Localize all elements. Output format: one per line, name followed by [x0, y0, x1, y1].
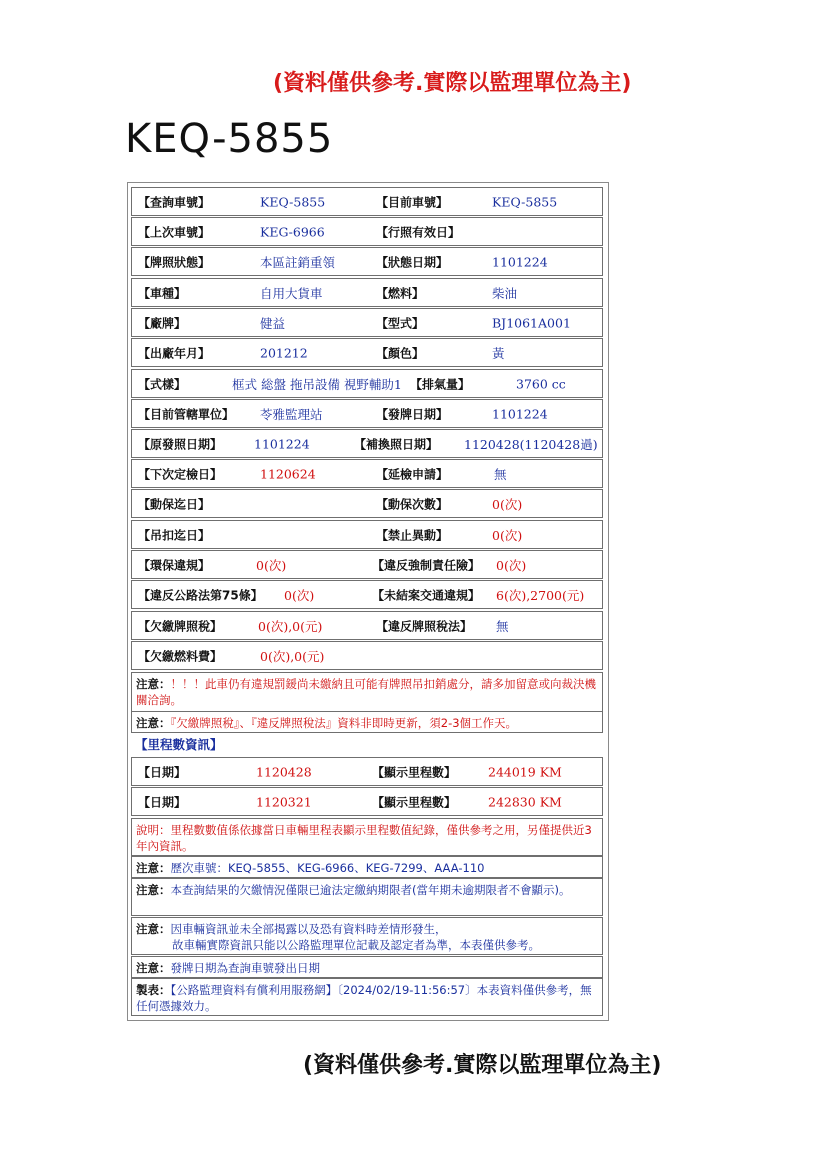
note-text: 本查詢結果的欠繳情況僅限已逾法定繳納期限者(當年期未逾期限者不會顯示)。	[170, 883, 571, 897]
row-value: 1101224	[492, 254, 548, 269]
row-value: 3760 cc	[516, 376, 566, 391]
note-tag: 注意：	[136, 861, 171, 875]
report-row	[131, 580, 603, 609]
note-tag: 注意：	[136, 922, 171, 936]
report-row	[131, 308, 603, 337]
row-label: 【發牌日期】	[376, 407, 449, 421]
row-label: 【未結案交通違規】	[372, 588, 481, 602]
report-row	[131, 187, 603, 216]
note-tag: 注意：	[136, 961, 171, 975]
report-row	[131, 278, 603, 307]
row-value: 0(次)	[256, 557, 287, 573]
row-label: 【顯示里程數】	[372, 795, 457, 809]
note-text: ！！！此車仍有違規罰鍰尚未繳納且可能有牌照吊扣銷處分，請多加留意或向裁決機關洽詢。	[136, 677, 596, 707]
note-text: 歷次車號：KEQ-5855、KEG-6966、KEG-7299、AAA-110	[170, 861, 485, 875]
note-text: 『欠繳牌照稅』、『違反牌照稅法』資料非即時更新，須2-3個工作天。	[170, 716, 518, 730]
row-label: 【型式】	[376, 316, 425, 330]
row-label: 【原發照日期】	[138, 437, 223, 451]
arrears-note	[131, 878, 603, 916]
note-tag: 注意：	[136, 716, 171, 730]
row-label: 【廠牌】	[138, 316, 187, 330]
row-value: 黃	[492, 345, 505, 361]
row-value: 0(次)	[284, 587, 315, 603]
note-text: 【公路監理資料有償利用服務網】〔2024/02/19-11:56:57〕本表資料僅供參考，無任何憑據效力。	[136, 983, 592, 1013]
row-value: 自用大貨車	[260, 285, 323, 301]
plate-title: KEQ-5855	[125, 116, 334, 162]
note-text: 說明：里程數數值係依據當日車輛里程表顯示里程數值紀錄，僅供參考之用，另僅提供近3年內資訊。	[136, 823, 592, 853]
row-label: 【顏色】	[376, 346, 425, 360]
report-row	[131, 611, 603, 640]
mileage-explain-note	[131, 818, 603, 856]
row-label: 【查詢車號】	[138, 195, 211, 209]
row-label: 【排氣量】	[410, 377, 471, 391]
row-value: KEQ-5855	[492, 194, 558, 209]
row-value: 無	[496, 618, 509, 634]
row-value: 1101224	[492, 406, 548, 421]
row-value: 244019 KM	[488, 764, 562, 779]
row-label: 【吊扣迄日】	[138, 528, 211, 542]
row-value: 健益	[260, 315, 286, 331]
mileage-row	[131, 757, 603, 786]
row-value: KEG-6966	[260, 224, 325, 239]
report-row	[131, 489, 603, 518]
row-label: 【欠繳牌照稅】	[138, 619, 223, 633]
row-label: 【目前管轄單位】	[138, 407, 235, 421]
row-label: 【牌照狀態】	[138, 255, 211, 269]
report-row	[131, 520, 603, 549]
row-label: 【違反公路法第75條】	[138, 588, 263, 602]
report-row	[131, 550, 603, 579]
note-text: 因車輛資訊並未全部揭露以及恐有資料時差情形發生，	[170, 922, 447, 936]
row-label: 【上次車號】	[138, 225, 211, 239]
report-row	[131, 369, 603, 398]
info-disclosure-note	[131, 917, 603, 955]
row-value: 1101224	[254, 436, 310, 451]
row-label: 【延檢申請】	[376, 467, 449, 481]
report-row	[131, 429, 603, 458]
mileage-section-title: 【里程數資訊】	[135, 737, 223, 752]
mileage-row	[131, 787, 603, 816]
row-label: 【補換照日期】	[354, 437, 439, 451]
row-value: 框式 総盤 拖吊設備 視野輔助1	[232, 376, 402, 392]
row-value: 本區註銷重領	[260, 254, 336, 270]
row-value: 201212	[260, 345, 308, 360]
row-value: 無	[494, 466, 507, 482]
row-value: 0(次)	[496, 557, 527, 573]
row-value: 1120428(1120428過)	[464, 436, 598, 452]
row-label: 【下次定檢日】	[138, 467, 223, 481]
note-tag: 製表：	[136, 983, 171, 997]
row-label: 【欠繳燃料費】	[138, 649, 223, 663]
row-value: 1120428	[256, 764, 312, 779]
row-label: 【車種】	[138, 286, 187, 300]
report-footer	[131, 978, 603, 1016]
row-value: 242830 KM	[488, 794, 562, 809]
disclaimer-bottom: (資料僅供參考.實際以監理單位為主)	[303, 1053, 662, 1078]
row-value: 0(次),0(元)	[258, 618, 323, 634]
disclaimer-top: (資料僅供參考.實際以監理單位為主)	[273, 71, 632, 96]
row-label: 【禁止異動】	[376, 528, 449, 542]
row-value: 苓雅監理站	[260, 406, 323, 422]
row-value: BJ1061A001	[492, 315, 571, 330]
row-label: 【狀態日期】	[376, 255, 449, 269]
row-label: 【動保迄日】	[138, 497, 211, 511]
row-value: 柴油	[492, 285, 518, 301]
note-tag: 注意：	[136, 677, 171, 691]
report-row	[131, 338, 603, 367]
row-label: 【行照有效日】	[376, 225, 461, 239]
vehicle-report	[127, 182, 609, 1021]
report-row	[131, 217, 603, 246]
row-value: 1120624	[260, 466, 316, 481]
row-label: 【環保違規】	[138, 558, 211, 572]
row-label: 【動保次數】	[376, 497, 449, 511]
row-label: 【日期】	[138, 795, 187, 809]
report-row	[131, 399, 603, 428]
report-row	[131, 641, 603, 670]
report-row	[131, 459, 603, 488]
row-label: 【目前車號】	[376, 195, 449, 209]
row-label: 【違反牌照稅法】	[376, 619, 473, 633]
plate-history-note	[131, 856, 603, 878]
violation-alert-note	[131, 672, 603, 712]
tax-update-note	[131, 711, 603, 733]
issue-date-note	[131, 956, 603, 978]
row-label: 【燃料】	[376, 286, 425, 300]
row-label: 【違反強制責任險】	[372, 558, 481, 572]
note-tag: 注意：	[136, 883, 171, 897]
report-row	[131, 247, 603, 276]
row-value: 0(次),0(元)	[260, 648, 325, 664]
note-text: 發牌日期為查詢車號發出日期	[170, 961, 320, 975]
row-value: 6(次),2700(元)	[496, 587, 585, 603]
row-label: 【式樣】	[138, 377, 187, 391]
row-label: 【出廠年月】	[138, 346, 211, 360]
row-value: 0(次)	[492, 496, 523, 512]
row-value: KEQ-5855	[260, 194, 326, 209]
row-value: 1120321	[256, 794, 312, 809]
note-text: 故車輛實際資訊只能以公路監理單位記載及認定者為準，本表僅供參考。	[172, 938, 540, 952]
row-label: 【日期】	[138, 765, 187, 779]
row-value: 0(次)	[492, 527, 523, 543]
row-label: 【顯示里程數】	[372, 765, 457, 779]
